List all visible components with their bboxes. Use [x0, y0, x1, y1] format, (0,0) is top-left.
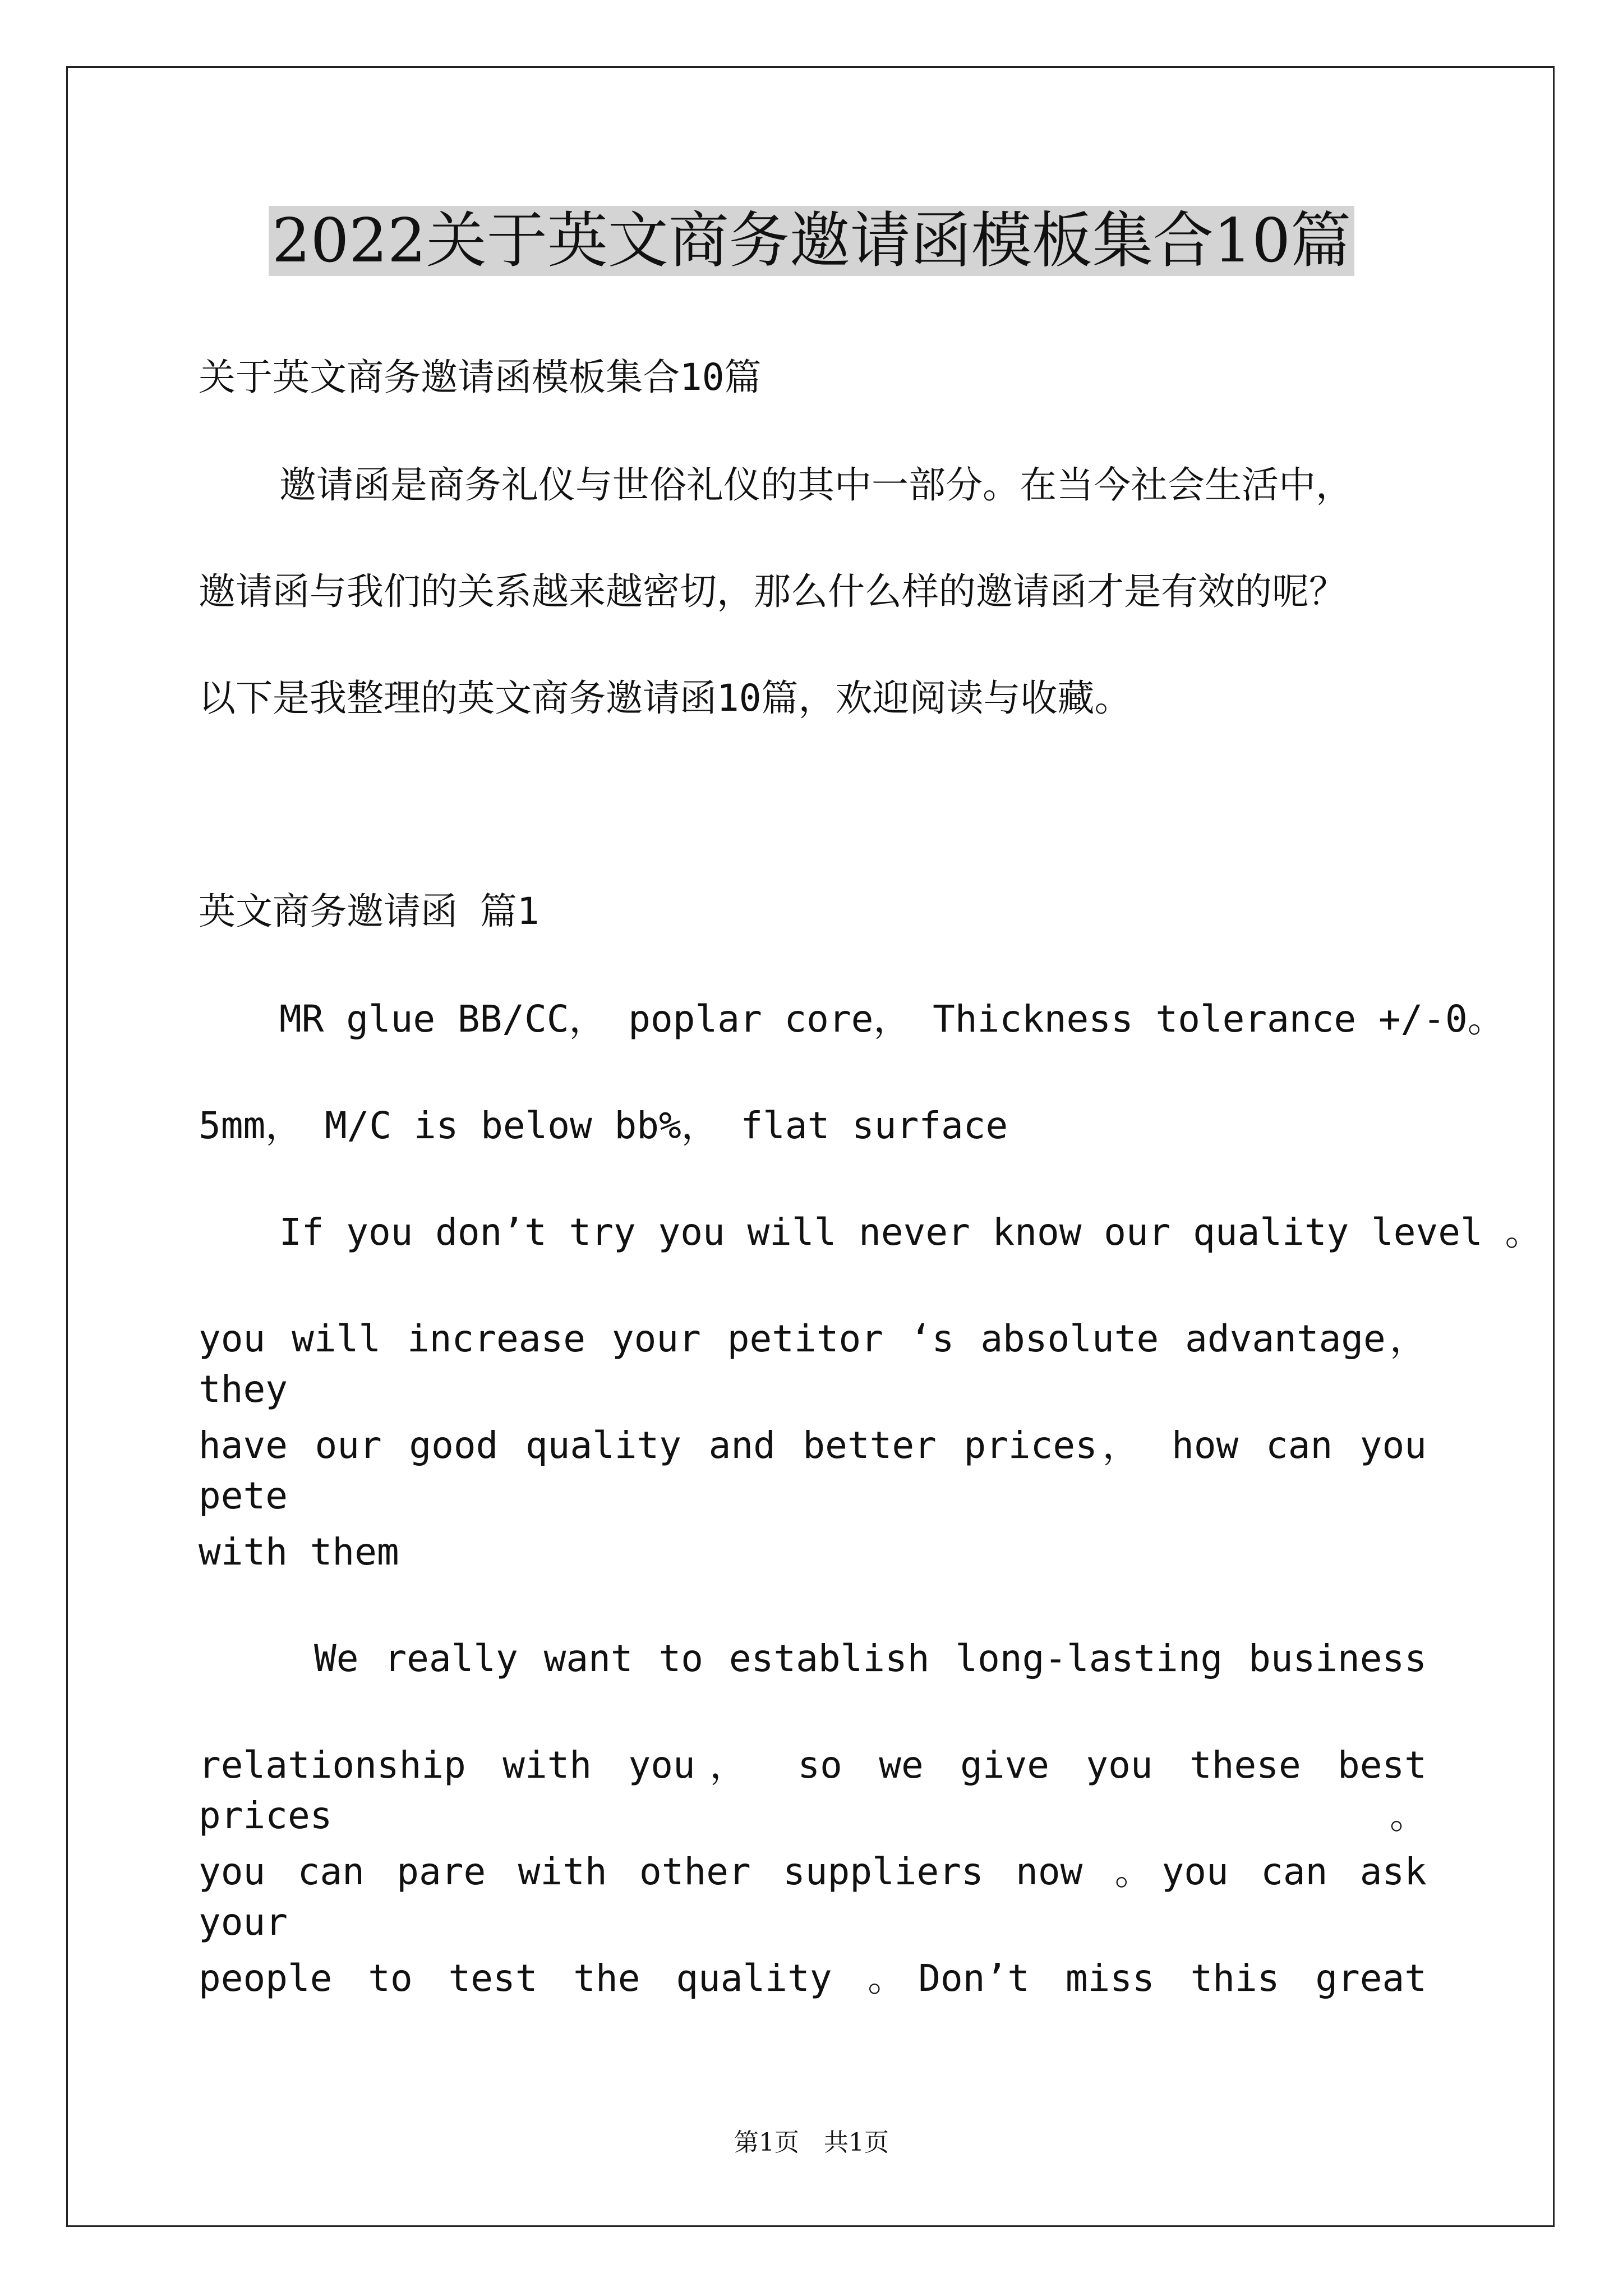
body-line: you will increase your petitor ‘s absolute advantage， they	[199, 1317, 1427, 1411]
body-line: 5mm， M/C is below bb%， flat surface	[199, 1104, 1008, 1147]
body-line: If you don’t try you will never know our quality level 。	[279, 1211, 1542, 1254]
intro-line: 邀请函与我们的关系越来越密切，那么什么样的邀请函才是有效的呢？	[199, 570, 1346, 613]
body-line: relationship with you， so we give you these best prices 。	[199, 1743, 1427, 1837]
document-subtitle: 关于英文商务邀请函模板集合10篇	[199, 356, 762, 399]
body-line: people to test the quality 。Don’t miss this great	[199, 1957, 1427, 2000]
section-heading: 英文商务邀请函 篇1	[199, 890, 540, 933]
body-line: have our good quality and better prices， how can you pete	[199, 1424, 1427, 1517]
body-line: with them	[199, 1530, 399, 1573]
page-number-current: 第1页	[734, 2128, 799, 2157]
intro-line: 邀请函是商务礼仪与世俗礼仪的其中一部分。在当今社会生活中，	[279, 463, 1353, 507]
body-line: We really want to establish long-lasting business	[314, 1637, 1427, 1680]
document-title	[0, 202, 1623, 280]
intro-line: 以下是我整理的英文商务邀请函10篇，欢迎阅读与收藏。	[199, 677, 1132, 720]
document-title-text: 2022关于英文商务邀请函模板集合10篇	[269, 206, 1354, 276]
page-number-total: 共1页	[824, 2128, 889, 2157]
body-line: MR glue BB/CC， poplar core， Thickness tolerance +/-0。	[279, 997, 1505, 1041]
page-footer	[0, 2126, 1623, 2160]
body-line: you can pare with other suppliers now 。you can ask your	[199, 1850, 1427, 1944]
